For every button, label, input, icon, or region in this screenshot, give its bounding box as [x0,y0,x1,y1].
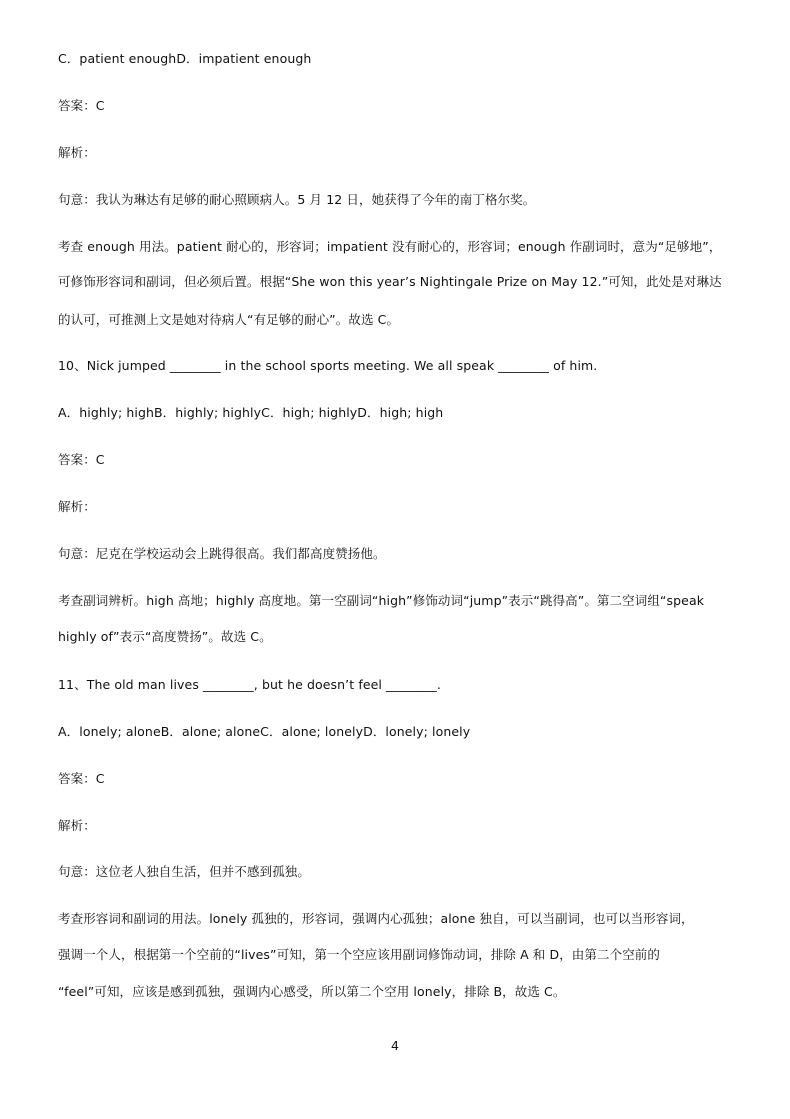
q9-explanation-line-2: 可修饰形容词和副词，但必须后置。根据“She won this year’s Nightingale Prize on May 12.”可知，此处是对琳达 [58,274,722,289]
q10-sentence-meaning: 句意：尼克在学校运动会上跳得很高。我们都高度赞扬他。 [58,546,386,561]
q10-explanation-line-1: 考查副词辨析。high 高地；highly 高度地。第一空副词“high”修饰动词“jump”表示“跳得高”。第二空词组“speak [58,593,705,608]
q11-explanation-line-2: 强调一个人，根据第一个空前的“lives”可知，第一个空应该用副词修饰动词，排除 A 和 D，由第二个空前的 [58,947,660,962]
q9-sentence-meaning: 句意：我认为琳达有足够的耐心照顾病人。5 月 12 日，她获得了今年的南丁格尔奖。 [58,192,536,207]
q9-explanation-line-1: 考查 enough 用法。patient 耐心的，形容词；impatient 没有耐心的，形容词；enough 作副词时，意为“足够地”， [58,239,722,254]
q9-options-line: C．patient enoughD．impatient enough [58,51,312,66]
page-number: 4 [391,1038,399,1053]
q11-question: 11、The old man lives ________, but he doesn’t feel ________. [58,677,441,692]
q9-explanation-line-3: 的认可，可推测上文是她对待病人“有足够的耐心”。故选 C。 [58,312,400,327]
q11-sentence-meaning: 句意：这位老人独自生活，但并不感到孤独。 [58,864,311,879]
q10-explanation-line-2: highly of”表示“高度赞扬”。故选 C。 [58,629,272,644]
q11-options-line: A．lonely; aloneB．alone; aloneC．alone; lonelyD．lonely; lonely [58,724,471,739]
q9-analysis-label: 解析： [58,145,96,160]
q10-answer: 答案：C [58,452,105,467]
q10-options-line: A．highly; highB．highly; highlyC．high; highlyD．high; high [58,405,444,420]
q10-analysis-label: 解析： [58,499,96,514]
q11-analysis-label: 解析： [58,818,96,833]
q11-answer: 答案：C [58,771,105,786]
q10-question: 10、Nick jumped ________ in the school sports meeting. We all speak ________ of him. [58,358,598,373]
q11-explanation-line-1: 考查形容词和副词的用法。lonely 孤独的，形容词，强调内心孤独；alone 独自，可以当副词，也可以当形容词， [58,911,694,926]
q9-answer: 答案：C [58,98,105,113]
q11-explanation-line-3: “feel”可知，应该是感到孤独，强调内心感受，所以第二个空用 lonely，排除 B，故选 C。 [58,984,566,999]
